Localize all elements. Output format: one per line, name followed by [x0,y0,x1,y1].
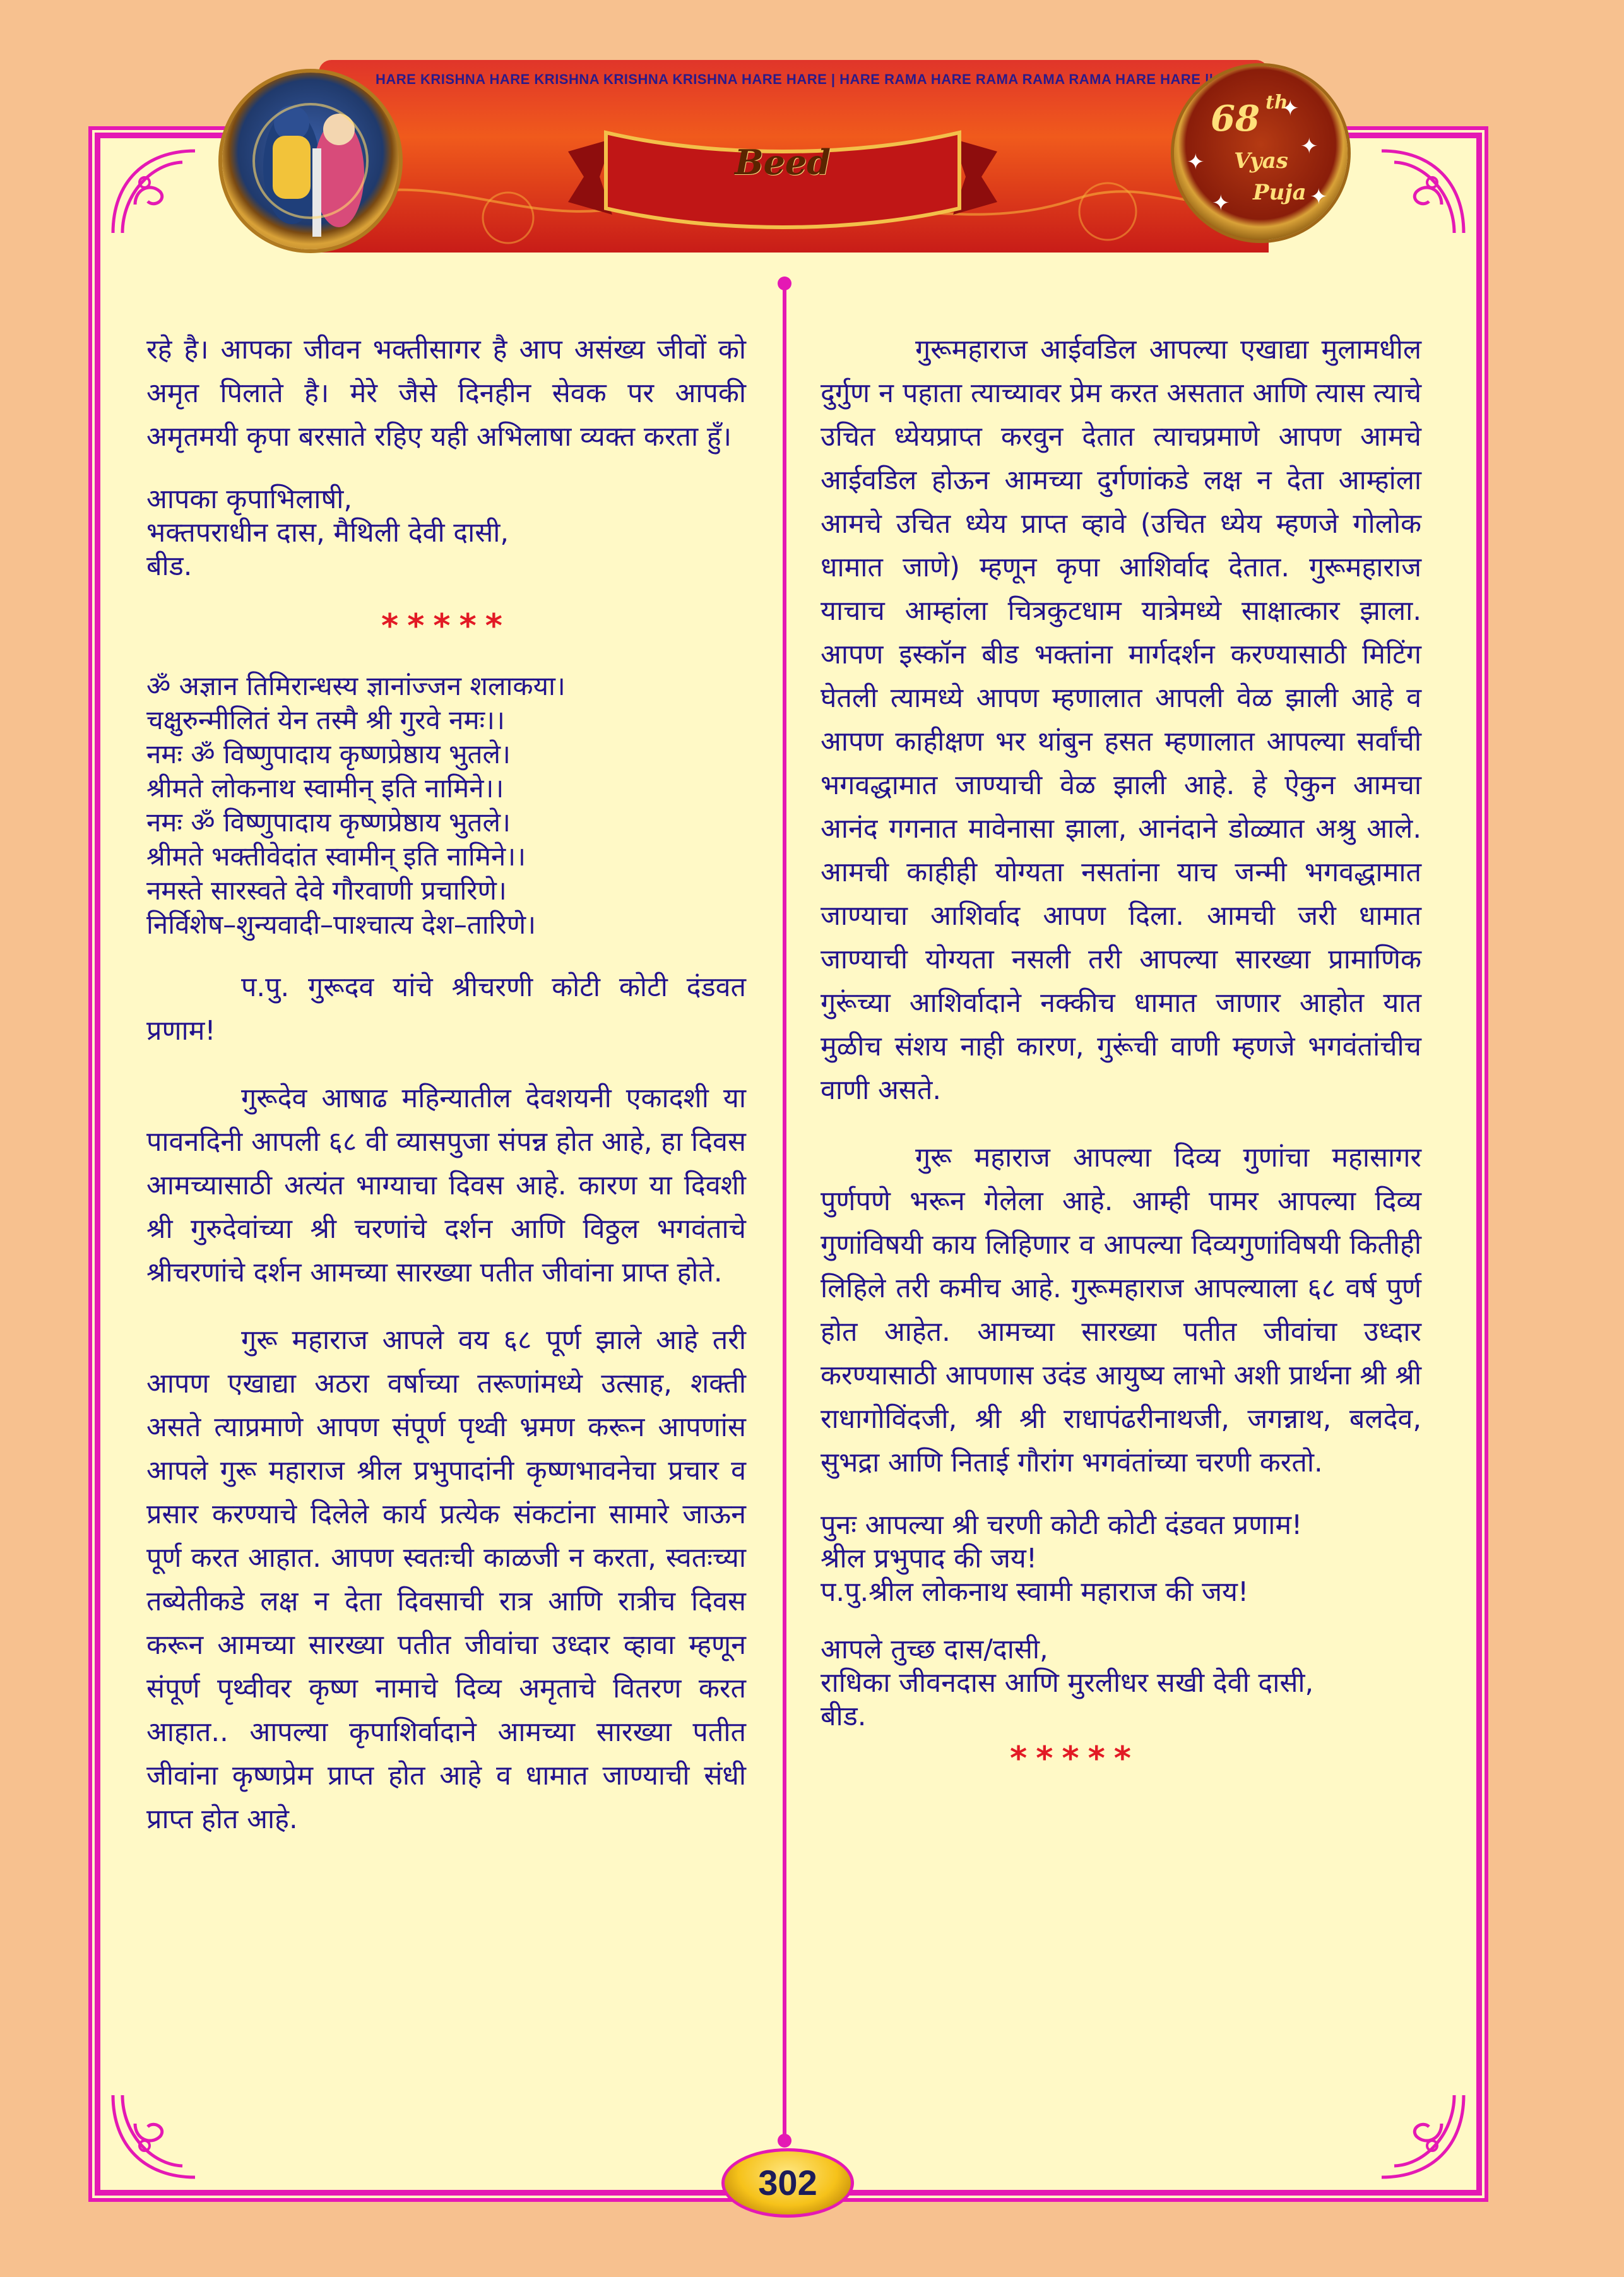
signature-line: आपले तुच्छ दास/दासी, [821,1634,1048,1665]
signature-line: भक्तपराधीन दास, मैथिली देवी दासी, [146,517,509,549]
star-icon: ✦ [1310,184,1328,210]
verse-line: ॐ अज्ञान तिमिरान्धस्य ज्ञानांज्जन शलाकया। [146,670,566,701]
closing-line: श्रील प्रभुपाद की जय! [821,1543,1038,1574]
signature-block [821,1633,1421,1733]
paragraph: गुरू महाराज आपल्या दिव्य गुणांचा महासागर पुर्णपणे भरून गेलेला आहे. आम्ही पामर आपल्या दिव्य गुणांविषयी काय लिहिणार व आपल्या दिव्यगुणांविषयी कितीही लिहिले तरी कमीच आहे. गुरूमहाराज आपल्याला ६८ वर्ष पुर्ण होत आहेत. आमच्या सारख्या पतीत जीवांचा उध्दार करण्यासाठी आपणास उदंड आयुष्य लाभो अशी प्रार्थना श्री श्री राधागोविंदजी, श्री श्री राधापंढरीनाथजी, जगन्नाथ, बलदेव, सुभद्रा आणि निताई गौरांग भगवंतांच्या चरणी करतो. [821,1142,1421,1478]
closing-line: पुनः आपल्या श्री चरणी कोटी कोटी दंडवत प्रणाम! [821,1509,1303,1541]
signature-line: बीड. [146,550,193,582]
corner-flourish-icon [1375,2089,1470,2184]
divider-dot-top [778,276,791,290]
verse-line: नमः ॐ विष्णुपादाय कृष्णप्रेष्ठाय भुतले। [146,807,511,838]
divider-dot-bottom [778,2134,791,2148]
paragraph: प.पु. गुरूदव यांचे श्रीचरणी कोटी कोटी दंडवत प्रणाम! [146,972,746,1047]
vyas-puja-badge [1174,66,1348,240]
paragraph: गुरूमहाराज आईवडिल आपल्या एखाद्या मुलामधील दुर्गुण न पहाता त्याच्यावर प्रेम करत असतात आणि त्यास त्याचे उचित ध्येयप्राप्त करवुन देतात त्याचप्रमाणे आपण आमचे आईवडिल होऊन आमच्या दुर्गणांकडे लक्ष न देता आम्हांला आमचे उचित ध्येय प्राप्त व्हावे (उचित ध्येय म्हणजे गोलोक धामात जाणे) म्हणून कृपा आशिर्वाद देतात. गुरूमहाराज याचाच आम्हांला चित्रकुटधाम यात्रेमध्ये साक्षात्कार झाला. आपण इस्कॉन बीड भक्तांना मार्गदर्शन करण्यासाठी मिटिंग घेतली त्यामध्ये आपण म्हणालात आपली वेळ झाली आहे व आपण काहीक्षण भर थांबुन हसत म्हणालात आपल्या सर्वांची भगवद्धामात जाण्याची वेळ झाली आहे. हे ऐकुन आमचा आनंद गगनात मावेनासा झाला, आनंदाने डोळ्यात अश्रु आले. आमची काहीही योग्यता नसतांना याच जन्मी भगवद्धामात जाण्याचा आशिर्वाद आपण दिला. आमची जरी धामात जाण्याची योग्यता नसली तरी आपल्या सारख्या प्रामाणिक गुरूंच्या आशिर्वादाने नक्कीच धामात जाणार आहोत यात मुळीच संशय नाही कारण, गुरूंची वाणी म्हणजे भगवंतांचीच वाणी असते. [821,334,1421,1106]
deity-medallion-image [222,73,399,249]
corner-flourish-icon [107,145,201,239]
badge-suffix: th [1265,92,1288,114]
paragraph: गुरू महाराज आपले वय ६८ पूर्ण झाले आहे तरी आपण एखाद्या अठरा वर्षाच्या तरूणांमध्ये उत्साह, शक्ती असते त्याप्रमाणे आपण संपूर्ण पृथ्वी भ्रमण करून आपणांस आपले गुरू महाराज श्रील प्रभुपादांनी कृष्णभावनेचा प्रचार व प्रसार करण्याचे दिलेले कार्य प्रत्येक संकटांना सामारे जाऊन पूर्ण करत आहात. आपण स्वतःची काळजी न करता, स्वतःच्या तब्येतीकडे लक्ष न देता दिवसाची रात्र आणि रात्रीच दिवस करून आमच्या सारख्या पतीत जीवांचा उध्दार व्हावा म्हणून संपूर्ण पृथ्वीवर कृष्ण नामाचे दिव्य अमृताचे वितरण करत आहात.. आपल्या कृपाशिर्वादाने आमच्या सारख्या पतीत जीवांना कृष्णप्रेम प्राप्त होत आहे व धामात जाण्याची संधी प्राप्त होत आहे. [146,1324,746,1835]
verse-line: नमः ॐ विष्णुपादाय कृष्णप्रेष्ठाय भुतले। [146,739,511,770]
badge-line2: Puja [1253,180,1307,205]
paragraph: गुरूदेव आषाढ महिन्यातील देवशयनी एकादशी या पावनदिनी आपली ६८ वी व्यासपुजा संपन्न होत आहे, हा दिवस आमच्यासाठी अत्यंत भाग्याचा दिवस आहे. कारण या दिवशी श्री गुरुदेवांच्या श्री चरणांचे दर्शन आणि विठ्ठल भगवंताचे श्रीचरणांचे दर्शन आमच्या सारख्या पतीत जीवांना प्राप्त होते. [146,1083,746,1288]
verse-line: नमस्ते सारस्वते देवे गौरवाणी प्रचारिणे। [146,875,507,906]
verse-line: निर्विशेष–शुन्यवादी–पाश्चात्य देश–तारिणे। [146,909,536,940]
header-chant-text: HARE KRISHNA HARE KRISHNA KRISHNA KRISHNA HARE HARE | HARE RAMA HARE RAMA RAMA RAMA HARE HARE || [376,71,1214,87]
signature-block [146,483,746,583]
closing-line: प.पु.श्रील लोकनाथ स्वामी महाराज की जय! [821,1576,1249,1608]
star-icon: ✦ [1187,150,1205,175]
column-divider [783,278,786,2146]
right-column [821,328,1421,1778]
sanskrit-verse [146,669,746,942]
asterisk-separator: ***** [1010,1740,1140,1778]
left-column [146,328,746,1865]
star-icon: ✦ [1281,96,1300,121]
badge-number: 68 [1211,98,1260,140]
corner-flourish-icon [1375,145,1470,239]
star-icon: ✦ [1212,191,1230,216]
verse-line: चक्षुरुन्मीलितं येन तस्मै श्री गुरवे नमः।। [146,705,505,735]
ribbon-title: Beed [734,142,831,182]
verse-line: श्रीमते भक्तीवेदांत स्वामीन् इति नामिने।। [146,841,526,872]
verse-line: श्रीमते लोकनाथ स्वामीन् इति नामिने।। [146,773,504,804]
corner-flourish-icon [107,2089,201,2184]
signature-line: बीड. [821,1701,867,1732]
signature-line: राधिका जीवनदास आणि मुरलीधर सखी देवी दासी, [821,1667,1314,1699]
page-number: 302 [721,2148,854,2218]
signature-line: आपका कृपाभिलाषी, [146,484,353,515]
closing-block [821,1509,1421,1609]
paragraph: रहे है। आपका जीवन भक्तीसागर है आप असंख्य जीवों को अमृत पिलाते है। मेरे जैसे दिनहीन सेवक पर आपकी अमृतमयी कृपा बरसाते रहिए यही अभिलाषा व्यक्त करता हुँ। [146,334,746,453]
asterisk-separator: ***** [381,607,511,645]
star-icon: ✦ [1300,134,1319,159]
badge-line1: Vyas [1234,148,1288,174]
